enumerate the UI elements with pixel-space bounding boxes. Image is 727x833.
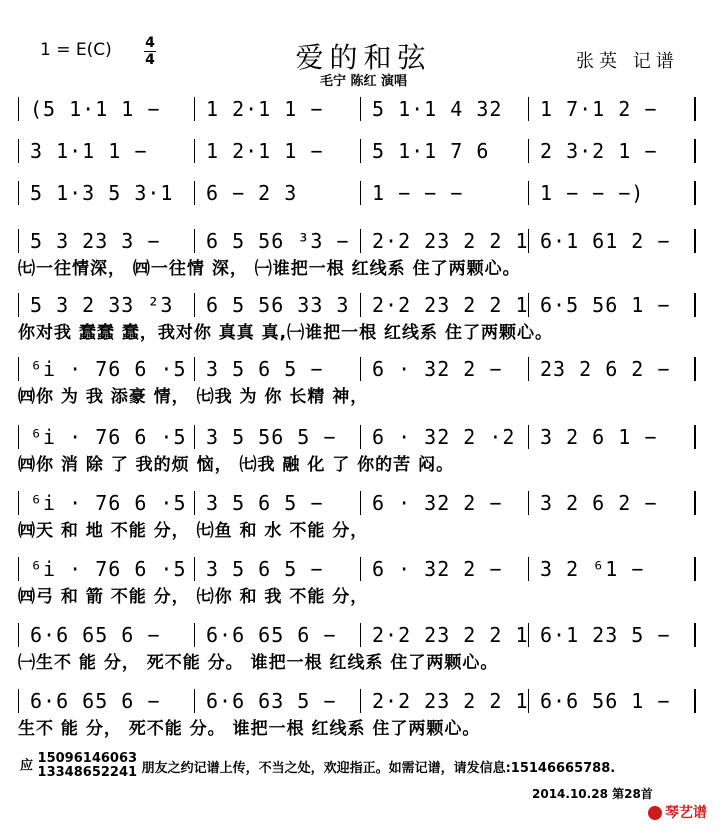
notator: 张英 记谱 bbox=[576, 51, 679, 72]
bar-line bbox=[694, 293, 696, 317]
measure: 2 3·2 1 − bbox=[540, 139, 658, 163]
bar-line bbox=[18, 357, 19, 381]
footer-prefix: 应 bbox=[20, 758, 34, 774]
measure: ⁶i · 76 6 ·5 bbox=[30, 357, 187, 381]
bar-line bbox=[194, 689, 195, 713]
song-title: 爱的和弦 bbox=[295, 41, 432, 74]
measure: 1 7·1 2 − bbox=[540, 97, 658, 121]
measure: 6 · 32 2 ·2 bbox=[372, 425, 516, 449]
bar-line bbox=[360, 689, 361, 713]
measure: 3 5 6 5 − bbox=[206, 357, 324, 381]
bar-line bbox=[528, 425, 529, 449]
measure: 2·2 23 2 2 1 bbox=[372, 623, 529, 647]
measure: (5 1·1 1 − bbox=[30, 97, 161, 121]
bar-line bbox=[360, 293, 361, 317]
measure: 2·2 23 2 2 1 bbox=[372, 293, 529, 317]
bar-line bbox=[194, 293, 195, 317]
notation-row bbox=[18, 688, 708, 714]
bar-line bbox=[360, 181, 361, 205]
measure: 6·6 65 6 − bbox=[30, 689, 161, 713]
bar-line bbox=[694, 689, 696, 713]
footer-phone-2: 13348652241 bbox=[37, 765, 138, 780]
bar-line bbox=[18, 139, 19, 163]
logo-text: 琴艺谱 bbox=[665, 805, 707, 821]
bar-line bbox=[694, 425, 696, 449]
measure: 1 − − −) bbox=[540, 181, 645, 205]
measure: 5 1·1 4 32 bbox=[372, 97, 503, 121]
bar-line bbox=[194, 181, 195, 205]
bar-line bbox=[194, 491, 195, 515]
measure: 6·6 63 5 − bbox=[206, 689, 337, 713]
notation-row bbox=[18, 228, 708, 254]
notation-row bbox=[18, 292, 708, 318]
measure: 6·6 65 6 − bbox=[206, 623, 337, 647]
measure: 6·1 61 2 − bbox=[540, 229, 671, 253]
lyrics-line: ㈣天 和 地 不能 分， ㈦鱼 和 水 不能 分， bbox=[18, 521, 369, 541]
bar-line bbox=[360, 229, 361, 253]
measure: 3 1·1 1 − bbox=[30, 139, 148, 163]
bar-line bbox=[694, 557, 696, 581]
date-stamp: 2014.10.28 第28首 bbox=[532, 787, 653, 801]
measure: 3 5 6 5 − bbox=[206, 557, 324, 581]
bar-line bbox=[18, 557, 19, 581]
measure: 6·1 23 5 − bbox=[540, 623, 671, 647]
bar-line bbox=[528, 557, 529, 581]
bar-line bbox=[18, 293, 19, 317]
logo-icon bbox=[648, 806, 662, 820]
bar-line bbox=[694, 491, 696, 515]
bar-line bbox=[194, 229, 195, 253]
footer-phone-1: 15096146063 bbox=[37, 751, 138, 766]
measure: 2·2 23 2 2 1 bbox=[372, 229, 529, 253]
measure: 6·6 56 1 − bbox=[540, 689, 671, 713]
lyrics-line: ㈠生不 能 分， 死不能 分。 谁把一根 红线系 住了两颗心。 bbox=[18, 653, 499, 673]
notation-row bbox=[18, 490, 708, 516]
measure: 6 − 2 3 bbox=[206, 181, 298, 205]
bar-line bbox=[360, 623, 361, 647]
notation-row bbox=[18, 622, 708, 648]
bar-line bbox=[194, 623, 195, 647]
measure: 3 2 ⁶1 − bbox=[540, 557, 645, 581]
lyrics-line: ㈣你 为 我 添豪 情， ㈦我 为 你 长精 神， bbox=[18, 387, 369, 407]
measure: 3 2 6 1 − bbox=[540, 425, 658, 449]
bar-line bbox=[528, 181, 529, 205]
bar-line bbox=[18, 491, 19, 515]
measure: 5 3 23 3 − bbox=[30, 229, 161, 253]
measure: 5 3 2 33 ²3 bbox=[30, 293, 174, 317]
notation-row bbox=[18, 138, 708, 164]
bar-line bbox=[18, 425, 19, 449]
bar-line bbox=[360, 491, 361, 515]
bar-line bbox=[360, 557, 361, 581]
notation-row bbox=[18, 356, 708, 382]
site-logo bbox=[648, 802, 707, 822]
bar-line bbox=[528, 97, 529, 121]
bar-line bbox=[194, 97, 195, 121]
measure: 6 · 32 2 − bbox=[372, 357, 503, 381]
bar-line bbox=[194, 557, 195, 581]
bar-line bbox=[528, 139, 529, 163]
measure: 23 2 6 2 − bbox=[540, 357, 671, 381]
singers: 毛宁 陈红 演唱 bbox=[319, 74, 408, 89]
bar-line bbox=[194, 425, 195, 449]
measure: 3 5 56 5 − bbox=[206, 425, 337, 449]
bar-line bbox=[18, 689, 19, 713]
lyrics-line: ㈦一往情深， ㈣一往情 深， ㈠谁把一根 红线系 住了两颗心。 bbox=[18, 259, 521, 279]
bar-line bbox=[694, 357, 696, 381]
bar-line bbox=[694, 97, 696, 121]
bar-line bbox=[194, 357, 195, 381]
key-signature: 1 = E(C) bbox=[40, 40, 112, 60]
footer-message: 朋友之约记谱上传，不当之处，欢迎指正。如需记谱，请发信息:15146665788. bbox=[141, 760, 616, 776]
lyrics-line: ㈣你 消 除 了 我的烦 恼， ㈦我 融 化 了 你的苦 闷。 bbox=[18, 455, 455, 475]
time-signature-bottom: 4 bbox=[145, 52, 155, 68]
measure: 3 5 6 5 − bbox=[206, 491, 324, 515]
notation-row bbox=[18, 424, 708, 450]
measure: 6 5 56 33 3 bbox=[206, 293, 350, 317]
measure: 6 · 32 2 − bbox=[372, 491, 503, 515]
bar-line bbox=[528, 491, 529, 515]
bar-line bbox=[360, 97, 361, 121]
lyrics-line: ㈣弓 和 箭 不能 分， ㈦你 和 我 不能 分， bbox=[18, 587, 369, 607]
bar-line bbox=[18, 97, 19, 121]
measure: ⁶i · 76 6 ·5 bbox=[30, 557, 187, 581]
bar-line bbox=[694, 181, 696, 205]
lyrics-line: 你对我 蠢蠢 蠢，我对你 真真 真,㈠谁把一根 红线系 住了两颗心。 bbox=[18, 323, 553, 343]
bar-line bbox=[528, 357, 529, 381]
footer-phones bbox=[38, 752, 138, 780]
measure: 5 1·1 7 6 bbox=[372, 139, 490, 163]
bar-line bbox=[694, 229, 696, 253]
bar-line bbox=[194, 139, 195, 163]
measure: 6 · 32 2 − bbox=[372, 557, 503, 581]
measure: 6·6 65 6 − bbox=[30, 623, 161, 647]
bar-line bbox=[360, 139, 361, 163]
measure: ⁶i · 76 6 ·5 bbox=[30, 425, 187, 449]
measure: 1 2·1 1 − bbox=[206, 97, 324, 121]
measure: 6·5 56 1 − bbox=[540, 293, 671, 317]
bar-line bbox=[18, 229, 19, 253]
time-signature-top: 4 bbox=[145, 35, 155, 51]
bar-line bbox=[360, 425, 361, 449]
bar-line bbox=[360, 357, 361, 381]
measure: 6 5 56 ³3 − bbox=[206, 229, 350, 253]
measure: 3 2 6 2 − bbox=[540, 491, 658, 515]
measure: 5 1·3 5 3·1 bbox=[30, 181, 174, 205]
notation-row bbox=[18, 96, 708, 122]
bar-line bbox=[18, 181, 19, 205]
bar-line bbox=[694, 623, 696, 647]
measure: ⁶i · 76 6 ·5 bbox=[30, 491, 187, 515]
notation-row bbox=[18, 180, 708, 206]
measure: 1 − − − bbox=[372, 181, 464, 205]
footer-note bbox=[20, 752, 615, 780]
bar-line bbox=[18, 623, 19, 647]
measure: 2·2 23 2 2 1 bbox=[372, 689, 529, 713]
lyrics-line: 生不 能 分， 死不能 分。 谁把一根 红线系 住了两颗心。 bbox=[18, 719, 481, 739]
bar-line bbox=[694, 139, 696, 163]
notation-row bbox=[18, 556, 708, 582]
measure: 1 2·1 1 − bbox=[206, 139, 324, 163]
